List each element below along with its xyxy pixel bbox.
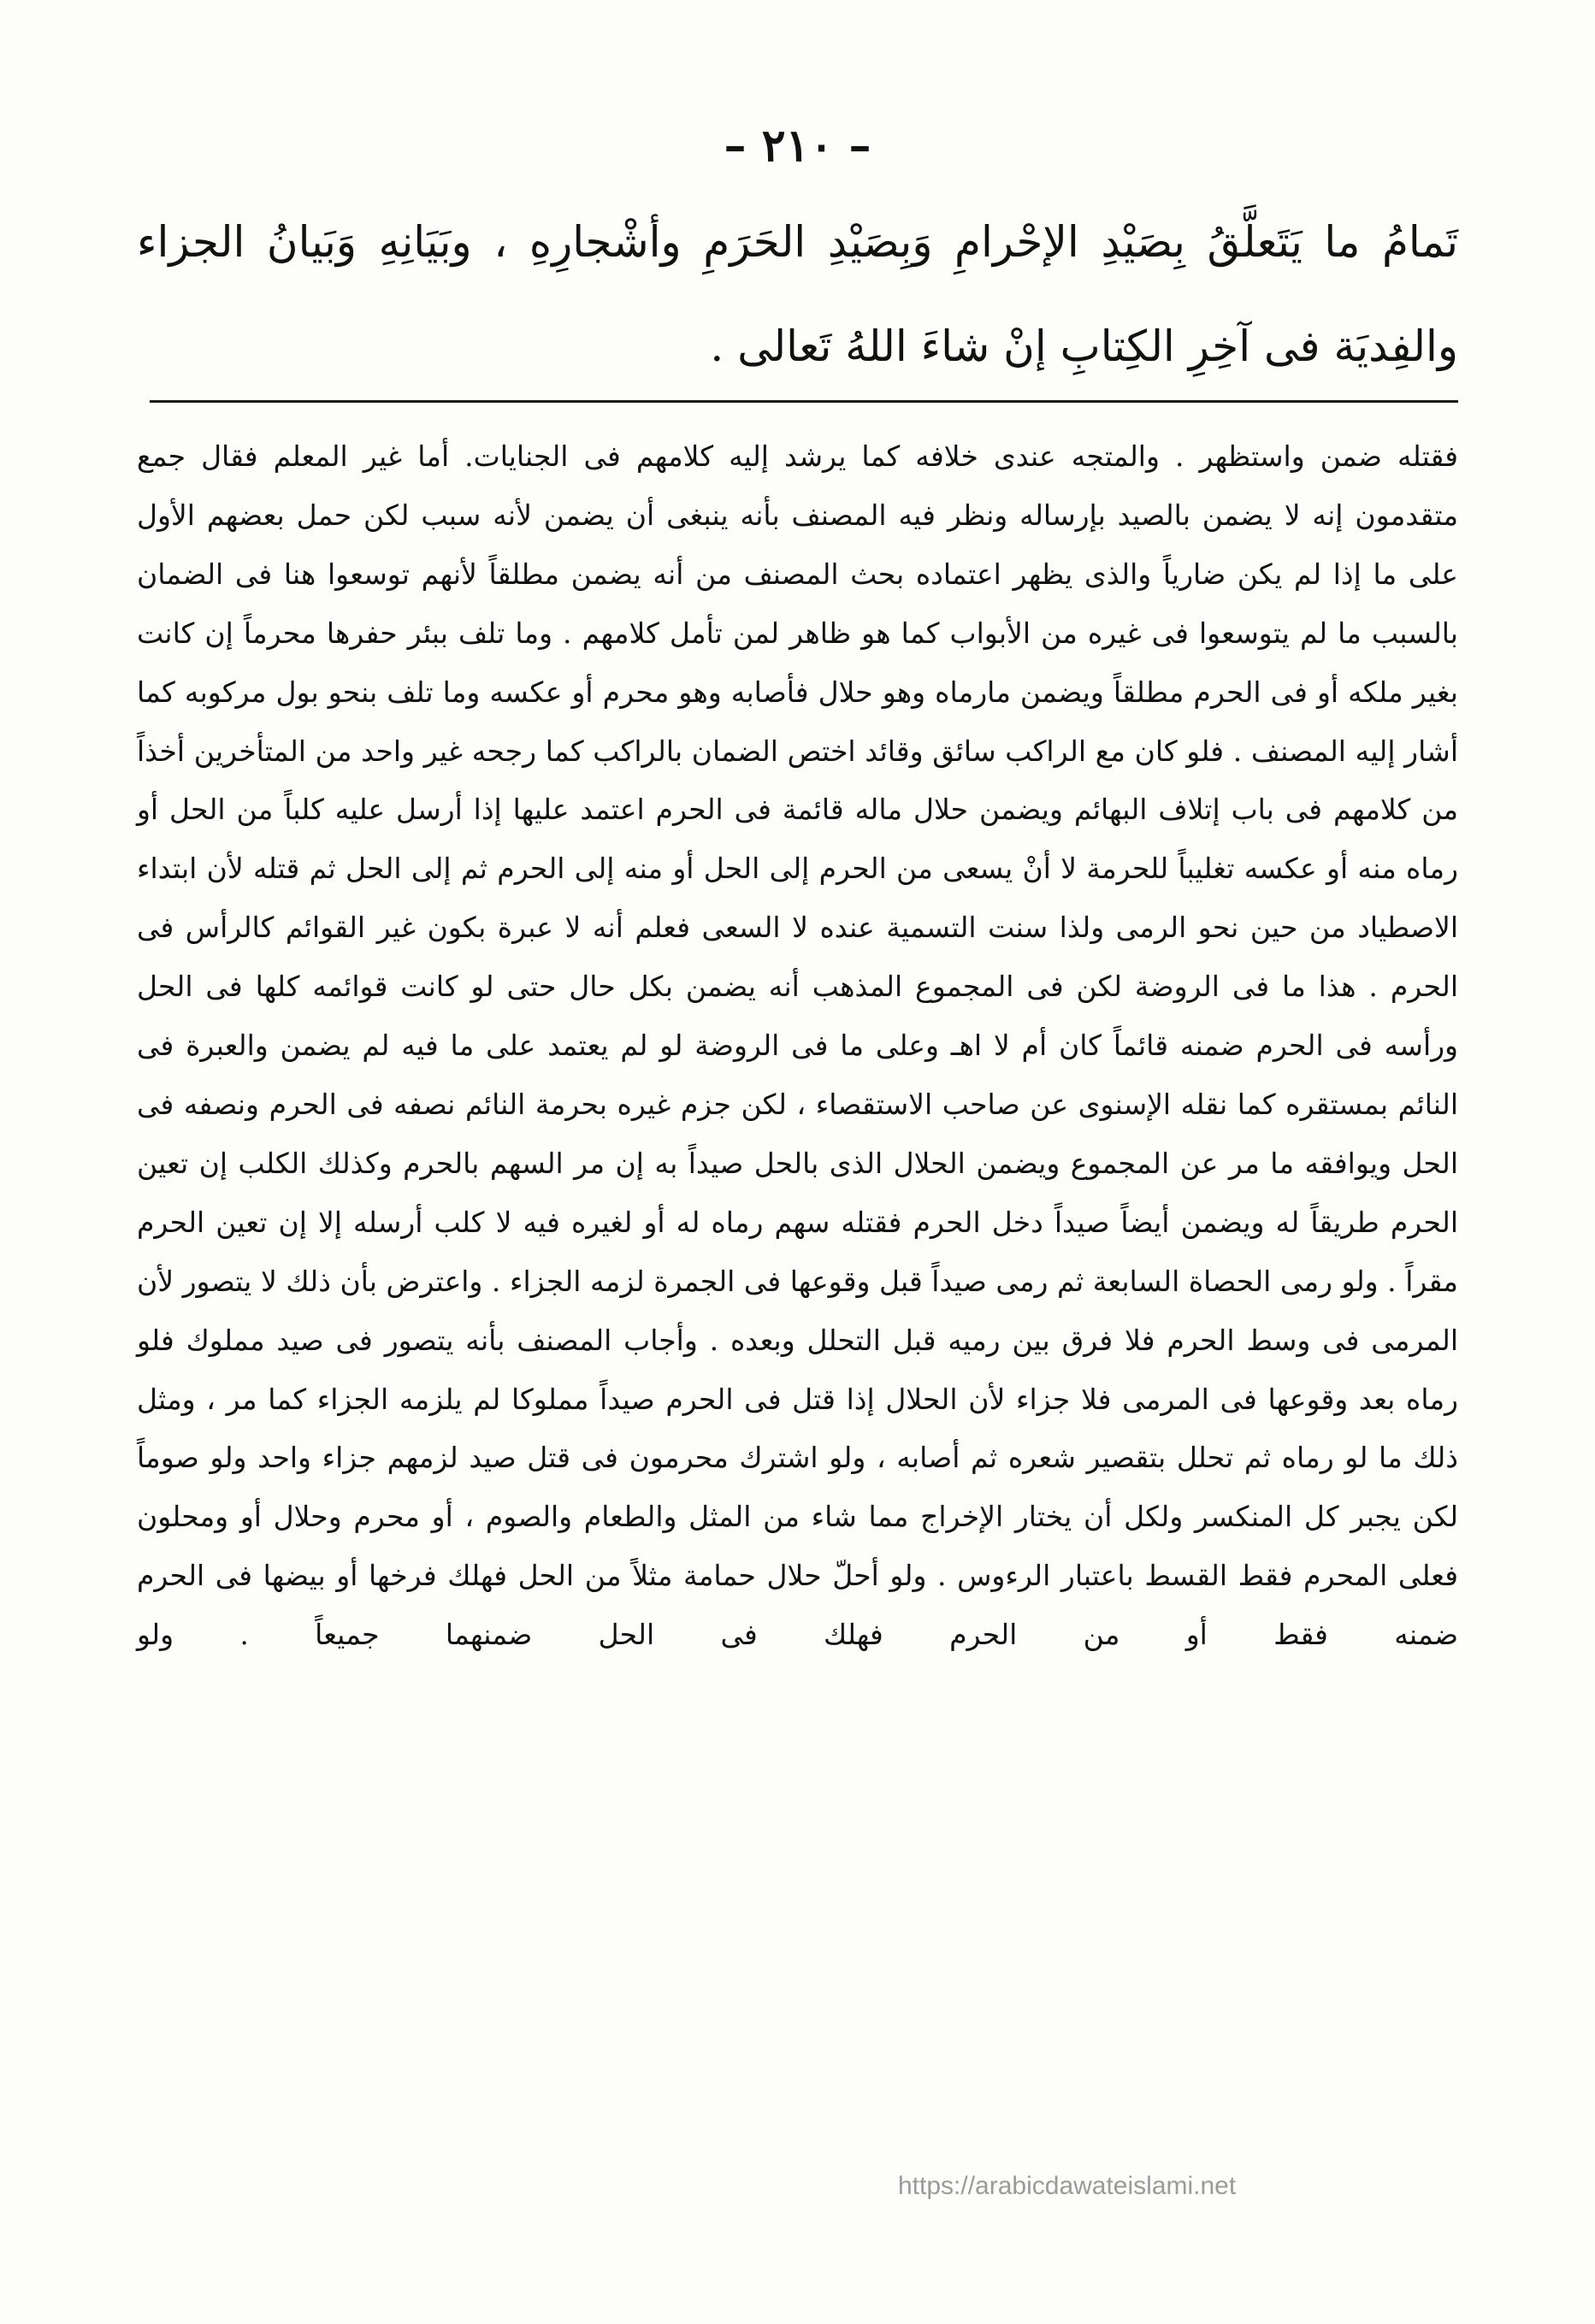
page-number: – ٢١٠ – [724,120,871,172]
watermark: https://arabicdawateislami.net [898,2172,1237,2200]
main-text: تَمامُ ما يَتَعلَّقُ بِصَيْدِ الإحْرامِ وَبِصَيْدِ الحَرَمِ وأشْجارِهِ ، وبَيَانِهِ وَبَيانُ الجزاء والفِديَة فى آخِرِ الكِتابِ إنْ شاءَ اللهُ تَعالى . [137,217,1458,371]
footnote-divider [150,400,1458,403]
commentary-text: فقتله ضمن واستظهر . والمتجه عندى خلافه كما يرشد إليه كلامهم فى الجنايات. أما غير المعلم فقال جمع متقدمون إنه لا يضمن بالصيد بإرساله ونظر فيه المصنف بأنه ينبغى أن يضمن لأنه سبب لكن حمل بعضهم الأول على ما إذا لم يكن ضارياً والذى يظهر اعتماده بحث المصنف من أنه يضمن مطلقاً لأنهم توسعوا هنا فى الضمان بالسبب ما لم يتوسعوا فى غيره من الأبواب كما هو ظاهر لمن تأمل كلامهم . وما تلف ببئر حفرها محرماً إن كانت بغير ملكه أو فى الحرم مطلقاً ويضمن مارماه وهو حلال فأصابه وهو محرم أو عكسه وما تلف بنحو بول مركوبه كما أشار إليه المصنف . فلو كان مع الراكب سائق وقائد اختص الضمان بالراكب كما رجحه غير واحد من المتأخرين أخذاً من كلامهم فى باب إتلاف البهائم ويضمن حلال ماله قائمة فى الحرم اعتمد عليها إذا أرسل عليه كلباً من الحل أو رماه منه أو عكسه تغليباً للحرمة لا أنْ يسعى من الحرم إلى الحل أو منه إلى الحرم ثم إلى الحل ثم قتله لأن ابتداء الاصطياد من حين نحو الرمى ولذا سنت التسمية عنده لا السعى فعلم أنه لا عبرة بكون غير القوائم كالرأس فى الحرم . هذا ما فى الروضة لكن فى المجموع المذهب أنه يضمن بكل حال حتى لو كانت قوائمه كلها فى الحل ورأسه فى الحرم ضمنه قائماً كان أم لا اهـ وعلى ما فى الروضة لو لم يعتمد على ما فيه لم يضمن والعبرة فى النائم بمستقره كما نقله الإسنوى عن صاحب الاستقصاء ، لكن جزم غيره بحرمة النائم نصفه فى الحرم ونصفه فى الحل ويوافقه ما مر عن المجموع ويضمن الحلال الذى بالحل صيداً به إن مر السهم بالحرم وكذلك الكلب إن تعين الحرم طريقاً له ويضمن أيضاً صيداً دخل الحرم فقتله سهم رماه له أو لغيره فيه لا كلب أرسله إلا إن تعين الحرم مقراً . ولو رمى الحصاة السابعة ثم رمى صيداً قبل وقوعها فى الجمرة لزمه الجزاء . واعترض بأن ذلك لا يتصور لأن المرمى فى وسط الحرم فلا فرق بين رميه قبل التحلل وبعده . وأجاب المصنف بأنه يتصور فى صيد مملوك فلو رماه بعد وقوعها فى المرمى فلا جزاء لأن الحلال إذا قتل فى الحرم صيداً مملوكا لم يلزمه الجزاء كما مر ، ومثل ذلك ما لو رماه ثم تحلل بتقصير شعره ثم أصابه ، ولو اشترك محرمون فى قتل صيد لزمهم جزاء واحد ولو صوماً لكن يجبر كل المنكسر ولكل أن يختار الإخراج مما شاء من المثل والطعام والصوم ، أو محرم وحلال أو ومحلون فعلى المحرم فقط القسط باعتبار الرءوس . ولو أحلّ حلال حمامة مثلاً من الحل فهلك فرخها أو بيضها فى الحرم ضمنه فقط أو من الحرم فهلك فى الحل ضمنهما جميعاً . ولو [137,439,1458,1652]
